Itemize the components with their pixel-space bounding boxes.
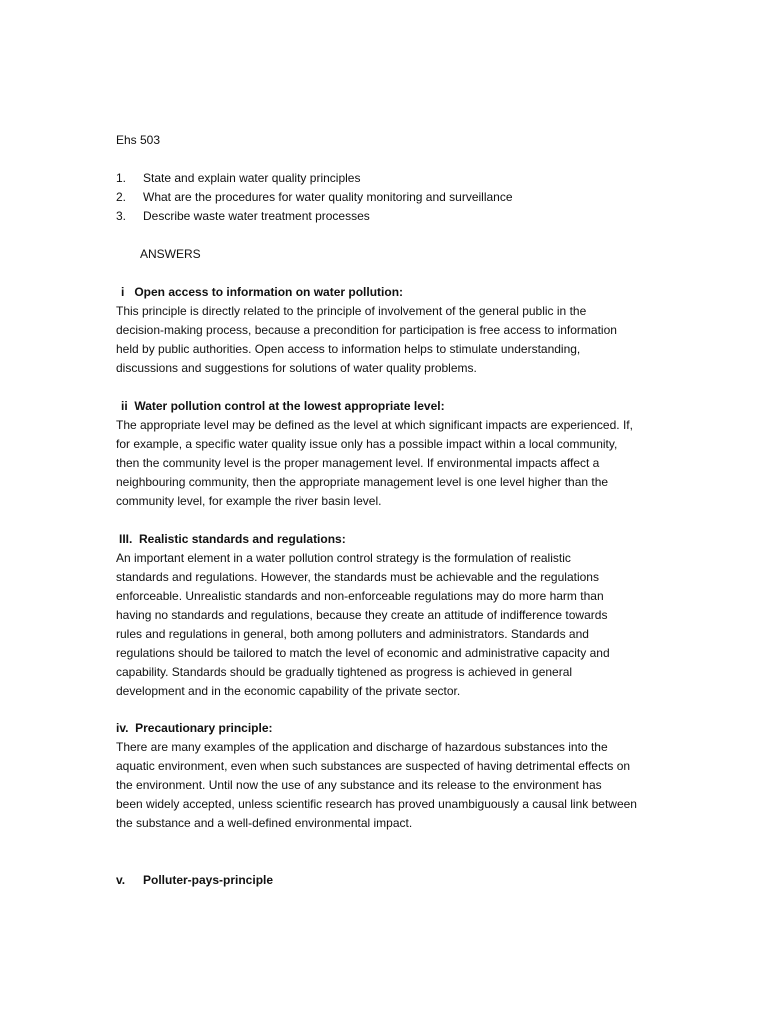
section-paragraph: [116, 302, 656, 378]
paragraph-line: held by public authorities. Open access to information helps to stimulate understanding,: [116, 342, 581, 356]
question-number: 2.: [116, 190, 127, 204]
section-paragraph: [116, 738, 656, 833]
paragraph-line: development and in the economic capability of the private sector.: [116, 684, 461, 698]
paragraph-line: decision-making process, because a precondition for participation is free access to information: [116, 323, 617, 337]
paragraph-line: The appropriate level may be defined as the level at which significant impacts are experienced. If,: [116, 418, 633, 432]
question-text: What are the procedures for water quality monitoring and surveillance: [143, 190, 513, 204]
section-heading: III. Realistic standards and regulations:: [119, 532, 346, 546]
section-heading: ii Water pollution control at the lowest appropriate level:: [121, 399, 445, 413]
paragraph-line: enforceable. Unrealistic standards and non-enforceable regulations may do more harm than: [116, 589, 604, 603]
paragraph-line: An important element in a water pollution control strategy is the formulation of realistic: [116, 551, 571, 565]
question-text: Describe waste water treatment processes: [143, 209, 370, 223]
section-number: v.: [116, 873, 126, 887]
paragraph-line: neighbouring community, then the appropriate management level is one level higher than the: [116, 475, 609, 489]
section-paragraph: [116, 549, 656, 701]
paragraph-line: having no standards and regulations, because they create an attitude of indifference towards: [116, 608, 608, 622]
paragraph-line: then the community level is the proper management level. If environmental impacts affect a: [116, 456, 600, 470]
course-code: Ehs 503: [116, 133, 161, 147]
paragraph-line: community level, for example the river basin level.: [116, 494, 382, 508]
paragraph-line: regulations should be tailored to match the level of economic and administrative capacity and: [116, 646, 610, 660]
paragraph-line: This principle is directly related to the principle of involvement of the general public in the: [116, 304, 587, 318]
paragraph-line: the environment. Until now the use of any substance and its release to the environment has: [116, 778, 602, 792]
paragraph-line: aquatic environment, even when such substances are suspected of having detrimental effects on: [116, 759, 631, 773]
paragraph-line: standards and regulations. However, the standards must be achievable and the regulations: [116, 570, 599, 584]
paragraph-line: been widely accepted, unless scientific research has proved unambiguously a causal link between: [116, 797, 637, 811]
paragraph-line: capability. Standards should be gradually tightened as progress is achieved in general: [116, 665, 573, 679]
paragraph-line: for example, a specific water quality issue only has a possible impact within a local community,: [116, 437, 618, 451]
question-text: State and explain water quality principles: [143, 171, 361, 185]
section-heading: i Open access to information on water pollution:: [121, 285, 404, 299]
paragraph-line: the substance and a well-defined environmental impact.: [116, 816, 413, 830]
answers-label: ANSWERS: [140, 247, 201, 261]
question-number: 1.: [116, 171, 127, 185]
paragraph-line: rules and regulations in general, both among polluters and administrators. Standards and: [116, 627, 589, 641]
section-paragraph: [116, 416, 656, 511]
section-heading: Polluter-pays-principle: [143, 873, 274, 887]
paragraph-line: There are many examples of the application and discharge of hazardous substances into the: [116, 740, 608, 754]
paragraph-line: discussions and suggestions for solutions of water quality problems.: [116, 361, 477, 375]
question-number: 3.: [116, 209, 127, 223]
section-heading: iv. Precautionary principle:: [116, 721, 273, 735]
